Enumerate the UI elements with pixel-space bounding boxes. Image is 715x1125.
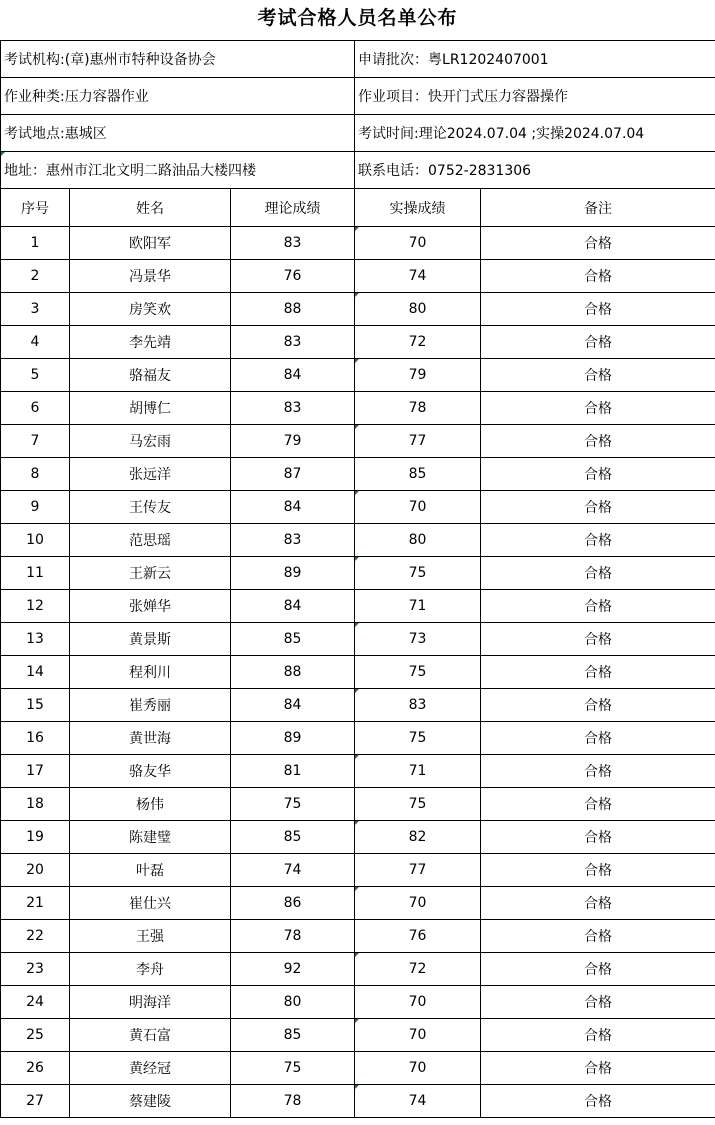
cell-theory-score: 81 — [231, 755, 355, 788]
cell-name: 崔秀丽 — [70, 689, 231, 722]
cell-index: 24 — [1, 986, 70, 1019]
cell-practice-score: 70 — [355, 887, 481, 920]
table-row — [1, 491, 715, 524]
cell-practice-score: 75 — [355, 722, 481, 755]
cell-practice-score: 71 — [355, 755, 481, 788]
exam-time: 考试时间:理论2024.07.04 ;实操2024.07.04 — [355, 115, 715, 152]
exam-org: 考试机构:(章)惠州市特种设备协会 — [1, 41, 355, 78]
cell-name: 叶磊 — [70, 854, 231, 887]
cell-index: 6 — [1, 392, 70, 425]
cell-index: 26 — [1, 1052, 70, 1085]
cell-index: 19 — [1, 821, 70, 854]
exam-location: 考试地点:惠城区 — [1, 115, 355, 152]
cell-practice-score: 80 — [355, 524, 481, 557]
cell-theory-score: 75 — [231, 788, 355, 821]
cell-index: 11 — [1, 557, 70, 590]
work-item: 作业项目：快开门式压力容器操作 — [355, 78, 715, 115]
cell-name: 李舟 — [70, 953, 231, 986]
results-table — [0, 40, 715, 1118]
address: 地址：惠州市江北文明二路油品大楼四楼 — [1, 152, 355, 189]
cell-index: 17 — [1, 755, 70, 788]
cell-remark: 合格 — [481, 755, 715, 788]
table-row — [1, 821, 715, 854]
cell-remark: 合格 — [481, 458, 715, 491]
cell-index: 9 — [1, 491, 70, 524]
cell-name: 骆友华 — [70, 755, 231, 788]
cell-index: 21 — [1, 887, 70, 920]
cell-index: 23 — [1, 953, 70, 986]
header-practice-score: 实操成绩 — [355, 189, 481, 227]
cell-name: 胡博仁 — [70, 392, 231, 425]
cell-name: 蔡建陵 — [70, 1085, 231, 1118]
table-row — [1, 623, 715, 656]
cell-practice-score: 79 — [355, 359, 481, 392]
cell-remark: 合格 — [481, 854, 715, 887]
cell-theory-score: 75 — [231, 1052, 355, 1085]
cell-index: 14 — [1, 656, 70, 689]
cell-remark: 合格 — [481, 986, 715, 1019]
cell-index: 25 — [1, 1019, 70, 1052]
table-row — [1, 260, 715, 293]
cell-practice-score: 77 — [355, 854, 481, 887]
work-type: 作业种类:压力容器作业 — [1, 78, 355, 115]
cell-index: 5 — [1, 359, 70, 392]
cell-name: 明海洋 — [70, 986, 231, 1019]
cell-theory-score: 83 — [231, 524, 355, 557]
cell-remark: 合格 — [481, 392, 715, 425]
cell-index: 7 — [1, 425, 70, 458]
cell-index: 18 — [1, 788, 70, 821]
cell-practice-score: 74 — [355, 1085, 481, 1118]
table-row — [1, 854, 715, 887]
cell-theory-score: 74 — [231, 854, 355, 887]
page-title: 考试合格人员名单公布 — [257, 7, 458, 29]
table-row — [1, 986, 715, 1019]
cell-index: 3 — [1, 293, 70, 326]
info-row-location — [1, 115, 715, 152]
cell-remark: 合格 — [481, 227, 715, 260]
table-row — [1, 458, 715, 491]
cell-name: 欧阳军 — [70, 227, 231, 260]
cell-index: 12 — [1, 590, 70, 623]
cell-practice-score: 70 — [355, 1019, 481, 1052]
cell-remark: 合格 — [481, 953, 715, 986]
cell-name: 王传友 — [70, 491, 231, 524]
cell-practice-score: 72 — [355, 326, 481, 359]
cell-name: 房笑欢 — [70, 293, 231, 326]
cell-practice-score: 75 — [355, 656, 481, 689]
cell-practice-score: 70 — [355, 986, 481, 1019]
table-row — [1, 590, 715, 623]
contact-phone: 联系电话：0752-2831306 — [355, 152, 715, 189]
cell-practice-score: 76 — [355, 920, 481, 953]
cell-practice-score: 78 — [355, 392, 481, 425]
cell-name: 黄世海 — [70, 722, 231, 755]
cell-remark: 合格 — [481, 359, 715, 392]
cell-remark: 合格 — [481, 326, 715, 359]
table-row — [1, 788, 715, 821]
cell-remark: 合格 — [481, 920, 715, 953]
table-row — [1, 227, 715, 260]
cell-name: 黄石富 — [70, 1019, 231, 1052]
cell-name: 黄景斯 — [70, 623, 231, 656]
cell-theory-score: 84 — [231, 689, 355, 722]
cell-theory-score: 85 — [231, 1019, 355, 1052]
apply-batch: 申请批次：粤LR1202407001 — [355, 41, 715, 78]
cell-theory-score: 83 — [231, 227, 355, 260]
table-row — [1, 359, 715, 392]
table-row — [1, 887, 715, 920]
cell-index: 2 — [1, 260, 70, 293]
header-index: 序号 — [1, 189, 70, 227]
cell-practice-score: 73 — [355, 623, 481, 656]
cell-remark: 合格 — [481, 557, 715, 590]
cell-name: 张婵华 — [70, 590, 231, 623]
table-row — [1, 755, 715, 788]
cell-name: 王新云 — [70, 557, 231, 590]
cell-theory-score: 78 — [231, 920, 355, 953]
cell-remark: 合格 — [481, 1085, 715, 1118]
table-row — [1, 392, 715, 425]
cell-theory-score: 76 — [231, 260, 355, 293]
cell-theory-score: 89 — [231, 722, 355, 755]
cell-index: 1 — [1, 227, 70, 260]
cell-remark: 合格 — [481, 887, 715, 920]
cell-theory-score: 79 — [231, 425, 355, 458]
cell-index: 8 — [1, 458, 70, 491]
table-row — [1, 524, 715, 557]
table-row — [1, 722, 715, 755]
cell-remark: 合格 — [481, 821, 715, 854]
cell-theory-score: 84 — [231, 590, 355, 623]
cell-practice-score: 70 — [355, 227, 481, 260]
cell-theory-score: 80 — [231, 986, 355, 1019]
cell-practice-score: 83 — [355, 689, 481, 722]
cell-name: 冯景华 — [70, 260, 231, 293]
cell-name: 崔仕兴 — [70, 887, 231, 920]
table-row — [1, 425, 715, 458]
cell-practice-score: 80 — [355, 293, 481, 326]
cell-theory-score: 85 — [231, 623, 355, 656]
cell-theory-score: 85 — [231, 821, 355, 854]
cell-name: 王强 — [70, 920, 231, 953]
table-row — [1, 1085, 715, 1118]
cell-index: 27 — [1, 1085, 70, 1118]
table-row — [1, 557, 715, 590]
table-row — [1, 920, 715, 953]
cell-remark: 合格 — [481, 590, 715, 623]
cell-index: 10 — [1, 524, 70, 557]
cell-remark: 合格 — [481, 260, 715, 293]
cell-name: 马宏雨 — [70, 425, 231, 458]
cell-theory-score: 87 — [231, 458, 355, 491]
table-row — [1, 293, 715, 326]
info-row-org — [1, 41, 715, 78]
cell-practice-score: 72 — [355, 953, 481, 986]
cell-remark: 合格 — [481, 1052, 715, 1085]
table-row — [1, 1019, 715, 1052]
cell-name: 杨伟 — [70, 788, 231, 821]
cell-remark: 合格 — [481, 425, 715, 458]
cell-name: 黄经冠 — [70, 1052, 231, 1085]
cell-index: 15 — [1, 689, 70, 722]
cell-practice-score: 75 — [355, 557, 481, 590]
cell-theory-score: 83 — [231, 392, 355, 425]
cell-remark: 合格 — [481, 656, 715, 689]
cell-practice-score: 70 — [355, 1052, 481, 1085]
cell-theory-score: 89 — [231, 557, 355, 590]
cell-index: 4 — [1, 326, 70, 359]
cell-practice-score: 70 — [355, 491, 481, 524]
cell-theory-score: 88 — [231, 656, 355, 689]
table-header-row — [1, 189, 715, 227]
cell-index: 20 — [1, 854, 70, 887]
cell-remark: 合格 — [481, 293, 715, 326]
cell-theory-score: 83 — [231, 326, 355, 359]
cell-practice-score: 74 — [355, 260, 481, 293]
cell-practice-score: 75 — [355, 788, 481, 821]
cell-name: 张远洋 — [70, 458, 231, 491]
info-row-address — [1, 152, 715, 189]
table-row — [1, 656, 715, 689]
table-row — [1, 1052, 715, 1085]
cell-name: 陈建璧 — [70, 821, 231, 854]
cell-remark: 合格 — [481, 623, 715, 656]
table-row — [1, 689, 715, 722]
table-row — [1, 326, 715, 359]
cell-remark: 合格 — [481, 689, 715, 722]
cell-index: 16 — [1, 722, 70, 755]
cell-practice-score: 71 — [355, 590, 481, 623]
header-remark: 备注 — [481, 189, 715, 227]
cell-remark: 合格 — [481, 722, 715, 755]
cell-practice-score: 77 — [355, 425, 481, 458]
header-theory-score: 理论成绩 — [231, 189, 355, 227]
cell-theory-score: 86 — [231, 887, 355, 920]
cell-remark: 合格 — [481, 788, 715, 821]
cell-remark: 合格 — [481, 524, 715, 557]
cell-theory-score: 92 — [231, 953, 355, 986]
cell-index: 22 — [1, 920, 70, 953]
cell-name: 李先靖 — [70, 326, 231, 359]
cell-remark: 合格 — [481, 1019, 715, 1052]
cell-theory-score: 88 — [231, 293, 355, 326]
cell-name: 骆福友 — [70, 359, 231, 392]
cell-theory-score: 84 — [231, 359, 355, 392]
cell-practice-score: 85 — [355, 458, 481, 491]
table-row — [1, 953, 715, 986]
cell-index: 13 — [1, 623, 70, 656]
info-row-type — [1, 78, 715, 115]
header-name: 姓名 — [70, 189, 231, 227]
cell-practice-score: 82 — [355, 821, 481, 854]
cell-name: 程利川 — [70, 656, 231, 689]
cell-remark: 合格 — [481, 491, 715, 524]
cell-theory-score: 84 — [231, 491, 355, 524]
cell-name: 范思瑶 — [70, 524, 231, 557]
cell-theory-score: 78 — [231, 1085, 355, 1118]
